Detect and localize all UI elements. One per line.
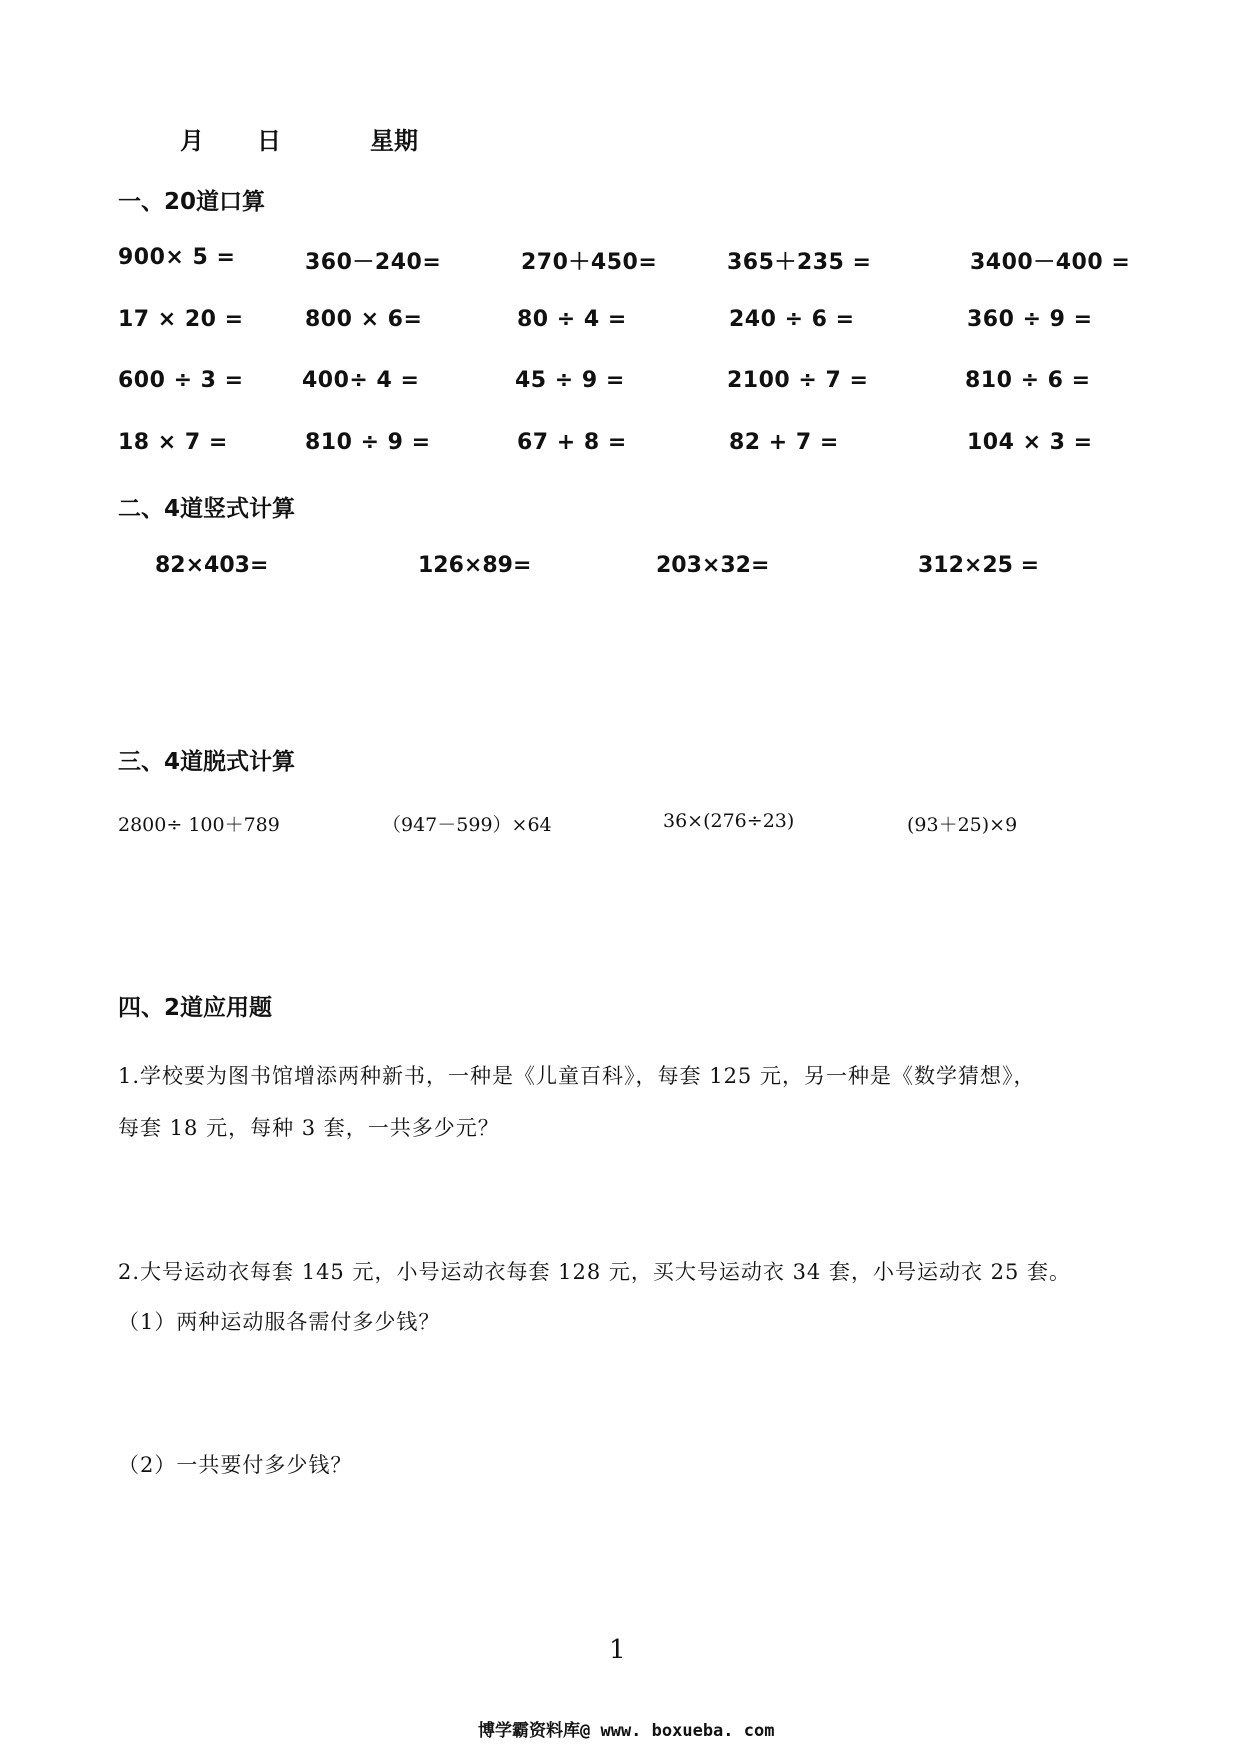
vertical-item: 126×89= [418, 553, 532, 578]
section-mixed-title: 三、4道脱式计算 [118, 749, 296, 775]
day-label: 日 [257, 127, 281, 155]
oral-item: 810 ÷ 9 = [305, 430, 431, 455]
oral-item: 360 ÷ 9 = [967, 307, 1093, 332]
oral-item: 104 × 3 = [967, 430, 1093, 455]
oral-item: 810 ÷ 6 = [965, 368, 1091, 393]
vertical-item: 312×25 = [918, 553, 1040, 578]
mixed-item: 36×(276÷23) [663, 810, 795, 832]
oral-item: 365＋235 = [727, 250, 872, 275]
month-label: 月 [180, 127, 204, 155]
oral-item: 400÷ 4 = [302, 368, 420, 393]
oral-item: 600 ÷ 3 = [118, 368, 244, 393]
section-oral-title: 一、20道口算 [118, 189, 266, 215]
oral-item: 3400－400 = [970, 250, 1131, 275]
problem-2-question-1: （1）两种运动服各需付多少钱？ [118, 1310, 441, 1334]
oral-item: 18 × 7 = [118, 430, 228, 455]
section-word-title: 四、2道应用题 [118, 995, 273, 1021]
oral-item: 800 × 6= [305, 307, 423, 332]
oral-item: 900× 5 = [118, 245, 236, 270]
oral-item: 82 + 7 = [729, 430, 839, 455]
oral-item: 2100 ÷ 7 = [727, 368, 869, 393]
problem-1-line-2: 每套 18 元，每种 3 套，一共多少元？ [118, 1116, 500, 1140]
mixed-item: (93＋25)×9 [907, 814, 1018, 836]
page-number: 1 [609, 1635, 626, 1665]
footer-watermark: 博学霸资料库@ www. boxueba. com [478, 1721, 775, 1741]
problem-2-question-2: （2）一共要付多少钱？ [118, 1453, 353, 1477]
weekday-label: 星期 [370, 127, 418, 155]
oral-item: 17 × 20 = [118, 307, 244, 332]
oral-item: 67 + 8 = [517, 430, 627, 455]
vertical-item: 203×32= [656, 553, 770, 578]
oral-item: 80 ÷ 4 = [517, 307, 627, 332]
problem-1-line-1: 1.学校要为图书馆增添两种新书，一种是《儿童百科》，每套 125 元，另一种是《数学猜想》， [118, 1064, 1036, 1088]
oral-item: 45 ÷ 9 = [515, 368, 625, 393]
oral-item: 270＋450= [521, 250, 658, 275]
oral-item: 360－240= [305, 250, 442, 275]
mixed-item: （947－599）×64 [382, 814, 552, 836]
mixed-item: 2800÷ 100＋789 [118, 814, 280, 836]
section-vertical-title: 二、4道竖式计算 [118, 496, 296, 522]
oral-item: 240 ÷ 6 = [729, 307, 855, 332]
problem-2-line-1: 2.大号运动衣每套 145 元，小号运动衣每套 128 元，买大号运动衣 34 套，小号运动衣 25 套。 [118, 1260, 1072, 1284]
vertical-item: 82×403= [155, 553, 269, 578]
